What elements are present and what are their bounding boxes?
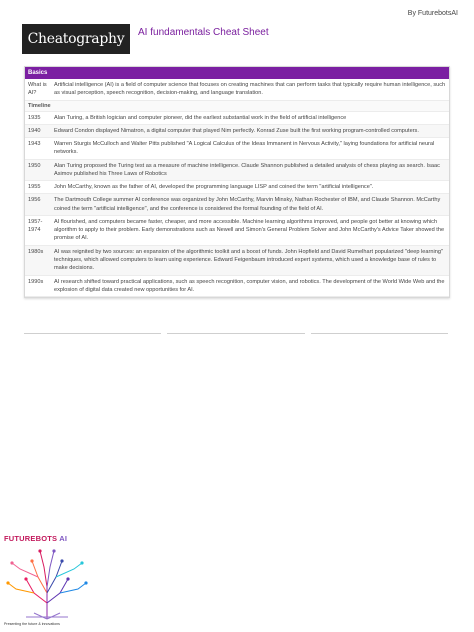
row-text: Edward Condon displayed Nimatron, a digital computer that played Nim perfectly. Konrad Zuse built the first working program-controlled computers. [54, 127, 419, 134]
futurebots-logo [4, 534, 96, 632]
table-row [25, 181, 449, 194]
row-term: 1955 [28, 184, 41, 191]
section-heading-basics: Basics [25, 67, 449, 79]
circuit-tree-icon [4, 543, 90, 621]
table-row [25, 246, 449, 276]
row-text: Warren Sturgis McCulloch and Walter Pitts published "A Logical Calculus of the Ideas Immanent in Nervous Activity," laying foundations for artificial neural networks. [54, 141, 435, 156]
row-text: Alan Turing proposed the Turing test as a measure of machine intelligence. Claude Shannon published a detailed analysis of chess playing as search. Isaac Asimov published his Three Laws of Robotics [54, 162, 440, 177]
table-row [25, 79, 449, 101]
table-row [25, 112, 449, 125]
row-term: 1935 [28, 114, 41, 121]
column-separator [311, 333, 448, 334]
table-row [25, 125, 449, 138]
cheatography-logo[interactable]: Cheatography [22, 24, 130, 54]
row-term: 1950 [28, 162, 41, 169]
byline: By FuturebotsAI [407, 10, 458, 17]
row-term: 1943 [28, 141, 41, 148]
table-row [25, 276, 449, 298]
row-text: AI research shifted toward practical applications, such as speech recognition, computer vision, and robotics. The development of the World Wide Web and the explosion of digital data created new opportunities for AI. [54, 278, 445, 293]
table-row [25, 138, 449, 160]
column-separator [167, 333, 304, 334]
table-row [25, 160, 449, 182]
section-heading-timeline: Timeline [25, 101, 449, 112]
row-term: 1957-1974 [28, 218, 43, 234]
row-term: 1980s [28, 248, 44, 255]
column-separator [24, 333, 161, 334]
futurebots-brand [4, 534, 96, 543]
row-term: 1940 [28, 127, 41, 134]
table-row [25, 216, 449, 246]
column-separators [24, 333, 448, 334]
row-text: AI was reignited by two sources: an expansion of the algorithmic toolkit and a boost of funds. John Hopfield and David Rumelhart popularized "deep learning" techniques, which allowed computers to learn using experience. Edward Feigenbaum introduced expert systems, which used a knowledge base of rules to make decisions. [54, 248, 443, 272]
cheat-sheet-table [24, 66, 450, 298]
row-term: What is AI? [28, 82, 47, 97]
table-row [25, 194, 449, 216]
row-text: AI flourished, and computers became faster, cheaper, and more accessible. Machine learning algorithms improved, and people got better at knowing which algorithm to apply to their problem. Early demonstrations such as Newell and Simon's General Problem Solver and John McCarthy's Advice Taker showed the promise of AI. [54, 218, 445, 242]
brand-tagline: Presenting the future & innovations [4, 622, 60, 626]
row-term: 1990s [28, 278, 44, 285]
row-text: Artificial intelligence (AI) is a field of computer science that focuses on creating machines that can perform tasks that typically require human intelligence, such as visual perception, speech recognition, decision-making, and language translation. [54, 82, 446, 97]
row-text: John McCarthy, known as the father of AI, developed the programming language LISP and coined the term "artificial intelligence". [54, 184, 374, 191]
page-title: AI fundamentals Cheat Sheet [138, 27, 269, 38]
row-text: The Dartmouth College summer AI conference was organized by John McCarthy, Marvin Minsky, Nathan Rochester of IBM, and Claude Shannon. McCarthy coined the term "artificial intelligence", and the conference is considered the formal founding of the field of AI. [54, 197, 441, 212]
row-text: Alan Turing, a British logician and computer pioneer, did the earliest substantial work in the field of artificial intelligence [54, 114, 347, 121]
brand-main-text: FUTUREBOTS [4, 534, 58, 543]
row-term: 1956 [28, 197, 41, 204]
brand-ai-text: AI [59, 534, 68, 543]
